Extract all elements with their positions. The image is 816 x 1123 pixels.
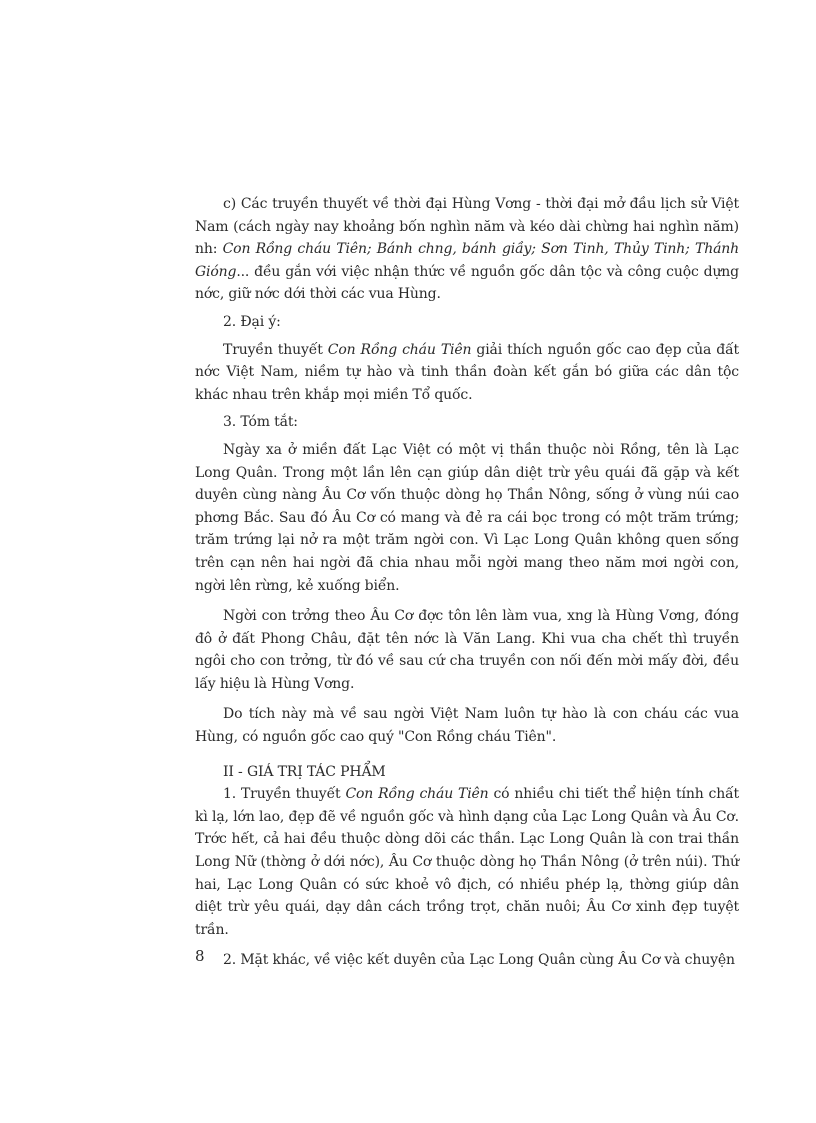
paragraph-value-2: 2. Mặt khác, về việc kết duyên của Lạc Long Quân cùng Âu Cơ và chuyện <box>223 952 735 969</box>
text-run: giải thích nguồn gốc cao đẹp của đất nớc Việt Nam, niềm tự hào và tinh thần đoàn kết gắn bó giữa các dân tộc khác nhau trên khắp mọi miền Tổ quốc. <box>195 341 740 403</box>
text-run: ... đều gắn với việc nhận thức về nguồn gốc dân tộc và công cuộc dựng nớc, giữ nớc dới thời các vua Hùng. <box>195 263 739 303</box>
text-run: 1. Truyền thuyết <box>223 786 346 803</box>
paragraph-value-1 <box>195 783 739 941</box>
italic-title: Con Rồng cháu Tiên <box>345 786 489 803</box>
paragraph-summary-1: Ngày xa ở miền đất Lạc Việt có một vị thần thuộc nòi Rồng, tên là Lạc Long Quân. Trong một lần lên cạn giúp dân diệt trừ yêu quái đã gặp và kết duyên cùng nàng Âu Cơ vốn thuộc dòng họ Thần Nông, sống ở vùng núi cao phơng Bắc. Sau đó Âu Cơ có mang và đẻ ra cái bọc trong có một trăm trứng; trăm trứng lại nở ra một trăm ngời con. Vì Lạc Long Quân không quen sống trên cạn nên hai ngời đã chia nhau mỗi ngời mang theo năm mơi ngời con, ngời lên rừng, kẻ xuống biển. <box>195 441 739 594</box>
section-heading-value: II - GIÁ TRỊ TÁC PHẨM <box>223 763 386 780</box>
heading-summary: 3. Tóm tắt: <box>223 414 298 431</box>
heading-main-idea: 2. Đại ý: <box>223 313 281 330</box>
page-body <box>195 193 739 972</box>
text-run: có nhiều chi tiết thể hiện tính chất kì lạ, lớn lao, đẹp đẽ về nguồn gốc và hình dạng của Lạc Long Quân và Âu Cơ. Trớc hết, cả hai đều thuộc dòng dõi các thần. Lạc Long Quân là con trai thần Long Nữ (thờng ở dới nớc), Âu Cơ thuộc dòng họ Thần Nông (ở trên núi). Thứ hai, Lạc Long Quân có sức khoẻ vô địch, có nhiều phép lạ, thờng giúp dân diệt trừ yêu quái, dạy dân cách trồng trọt, chăn nuôi; Âu Cơ xinh đẹp tuyệt trần. <box>195 786 739 938</box>
italic-title: Con Rồng cháu Tiên <box>327 341 472 358</box>
paragraph-summary-3: Do tích này mà về sau ngời Việt Nam luôn tự hào là con cháu các vua Hùng, có nguồn gốc cao quý "Con Rồng cháu Tiên". <box>195 706 739 746</box>
paragraph-main-idea <box>195 339 739 407</box>
italic-titles: Con Rồng cháu Tiên; Bánh chng, bánh giầy; Sơn Tinh, Thủy Tinh; Thánh Gióng <box>195 241 739 280</box>
text-run: c) Các truyền thuyết về thời đại Hùng Vơng - thời đại mở đầu lịch sử Việt Nam (cách ngày nay khoảng bốn nghìn năm và kéo dài chừng hai nghìn năm) nh: <box>195 196 739 258</box>
text-run: Truyền thuyết <box>223 341 328 358</box>
page-number: 8 <box>195 947 205 965</box>
paragraph-summary-2: Ngời con trởng theo Âu Cơ đợc tôn lên làm vua, xng là Hùng Vơng, đóng đô ở đất Phong Châu, đặt tên nớc là Văn Lang. Khi vua cha chết thì truyền ngôi cho con trởng, từ đó về sau cứ cha truyền con nối đến mời mấy đời, đều lấy hiệu là Hùng Vơng. <box>195 608 739 692</box>
paragraph-legends-era <box>195 193 739 306</box>
